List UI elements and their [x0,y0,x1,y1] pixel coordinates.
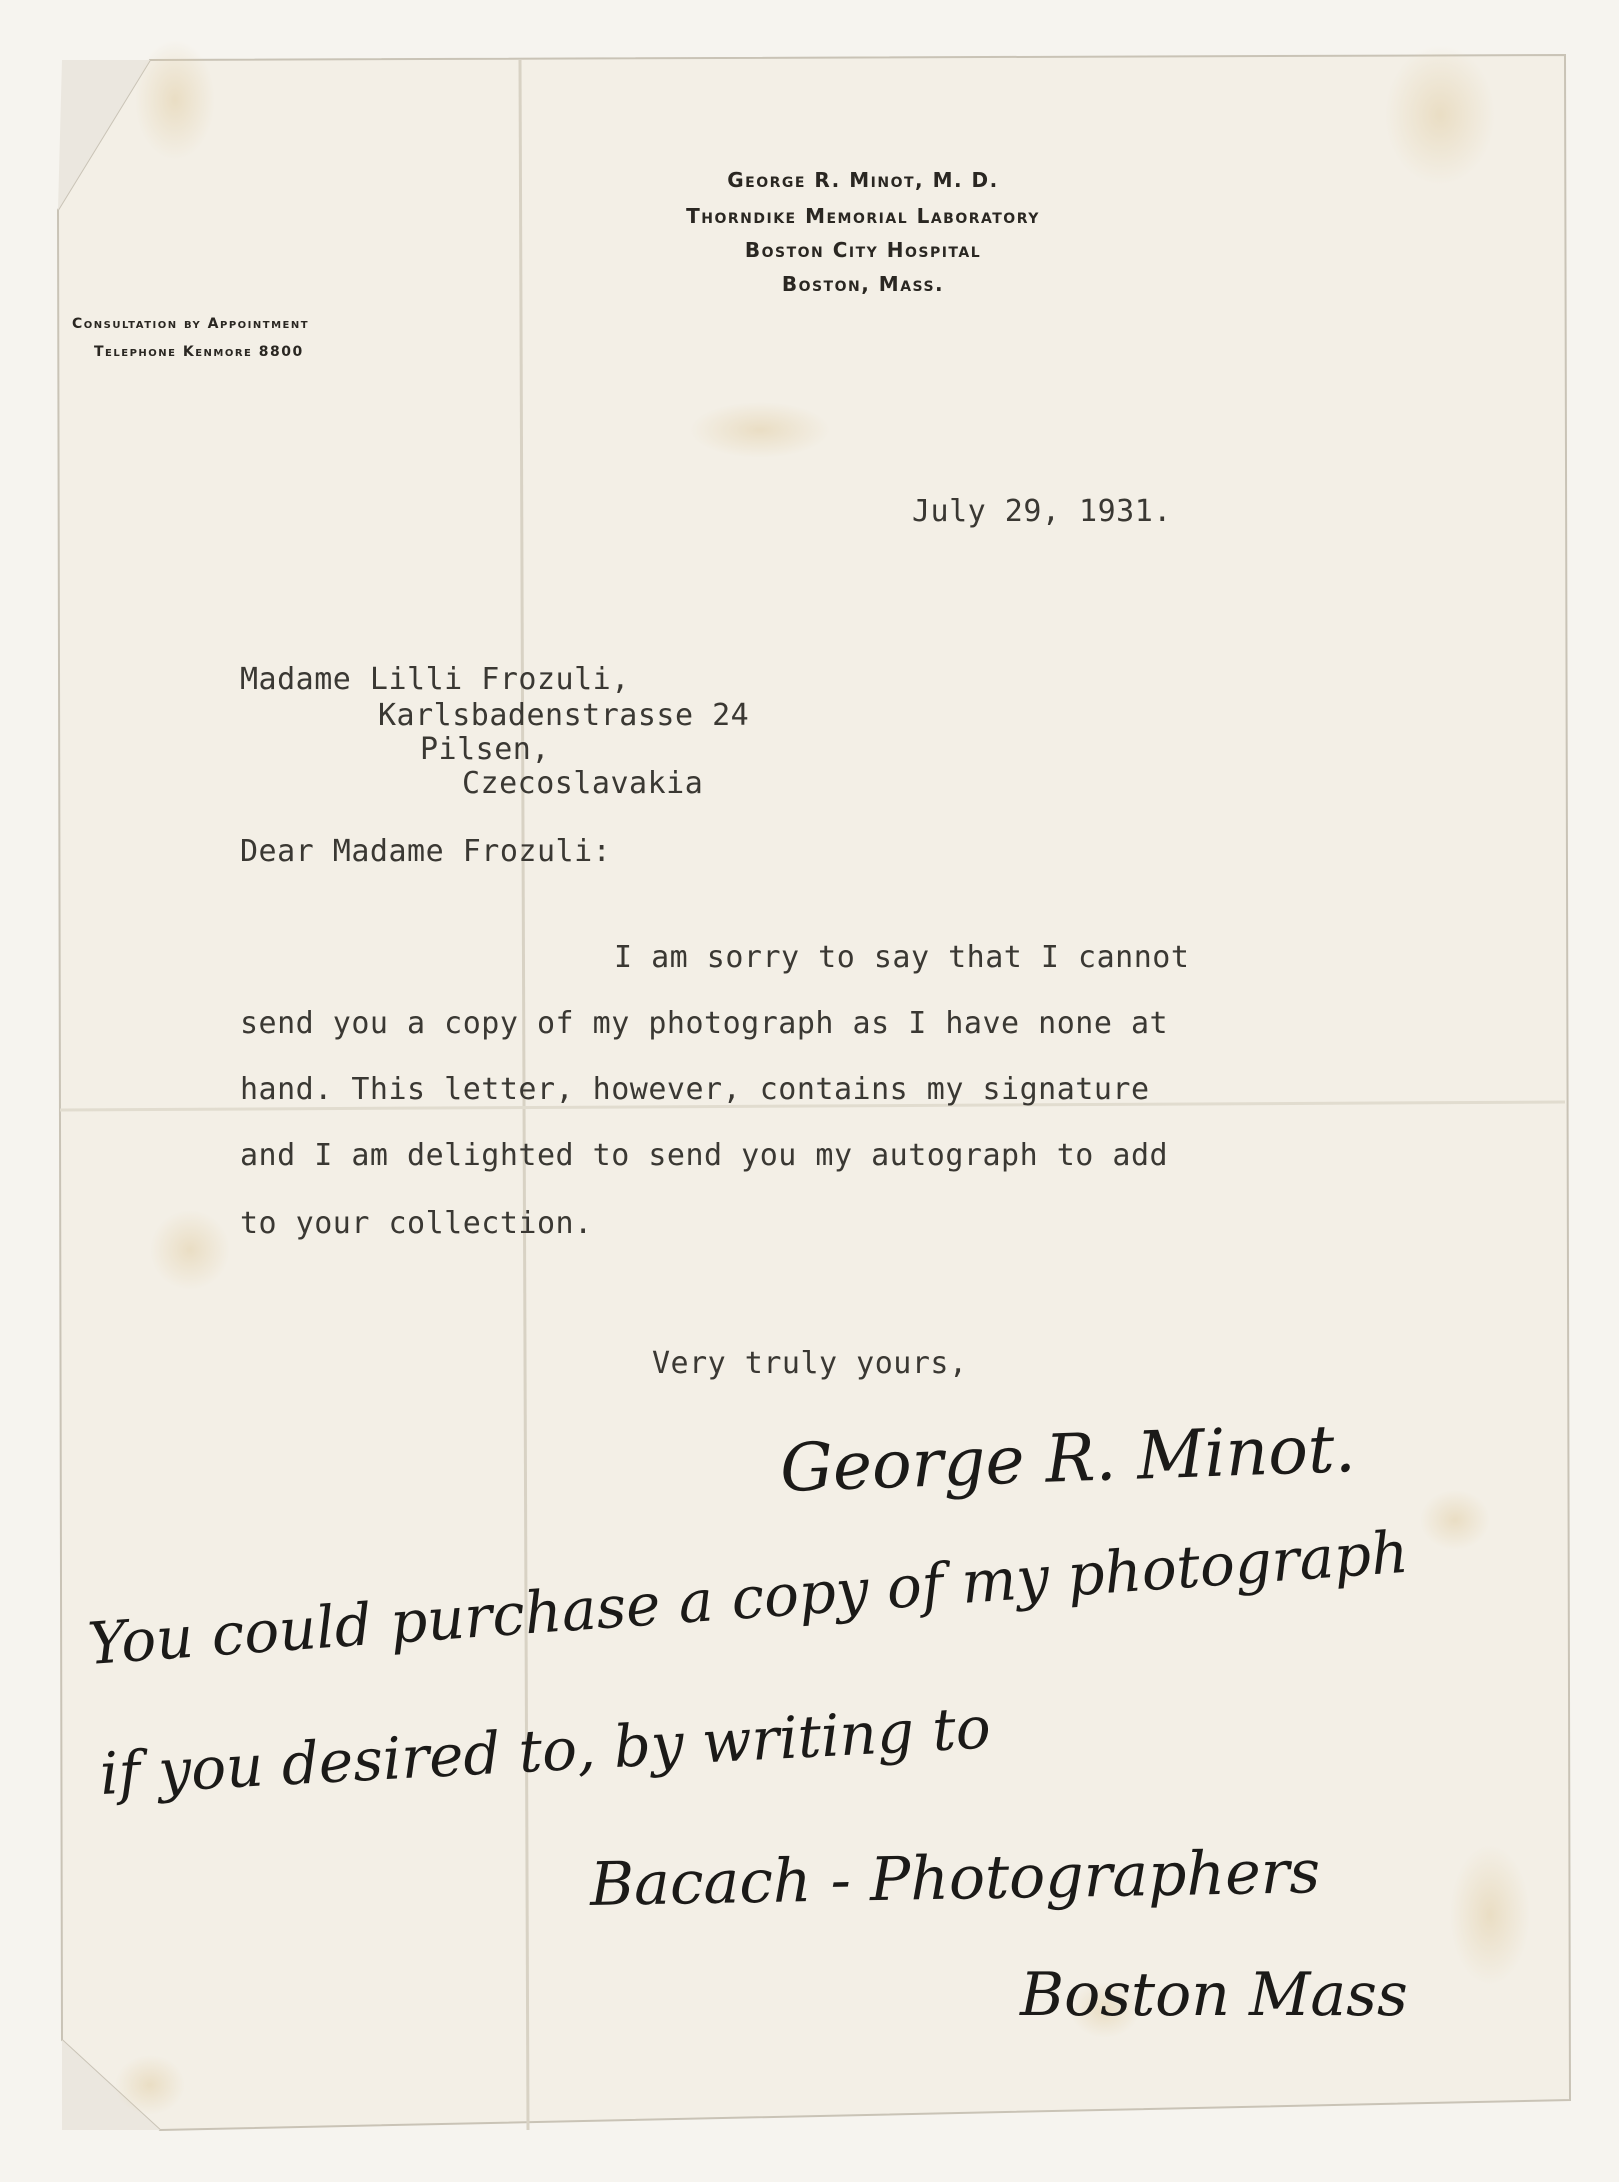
letterhead-consultation: Consultation by Appointment [72,316,310,332]
body-line-2: send you a copy of my photograph as I have none at [240,1006,1169,1041]
body-line-1: I am sorry to say that I cannot [614,940,1190,975]
stain [1420,1490,1490,1550]
letterhead-city: Boston, Mass. [781,272,945,296]
body-line-5: to your collection. [240,1206,593,1241]
postscript-line-3: Bacach - Photographers [589,1837,1321,1920]
body-line-3: hand. This letter, however, contains my signature [240,1072,1150,1107]
signature: George R. Minot. [778,1409,1357,1508]
stain [115,2055,185,2115]
stain [135,40,215,160]
stain [690,402,830,458]
recipient-street: Karlsbadenstrasse 24 [378,698,750,733]
recipient-name: Madame Lilli Frozuli, [240,662,630,697]
salutation: Dear Madame Frozuli: [240,834,612,869]
letterhead-hospital: Boston City Hospital [744,238,982,262]
body-line-4: and I am delighted to send you my autograph to add [240,1138,1169,1173]
letterhead-lab: Thorndike Memorial Laboratory [686,204,1040,228]
postscript-line-1: You could purchase a copy of my photograph [85,1517,1411,1678]
letter-date: July 29, 1931. [912,494,1172,529]
stain [1385,45,1495,185]
postscript-line-4: Boston Mass [1020,1960,1408,2030]
stain [1450,1845,1530,1985]
recipient-city: Pilsen, [420,732,550,767]
letterhead-telephone: Telephone Kenmore 8800 [94,344,304,360]
recipient-country: Czecoslavakia [462,766,704,801]
letterhead-name: George R. Minot, M. D. [727,168,999,192]
postscript-line-2: if you desired to, by writing to [98,1693,993,1808]
closing: Very truly yours, [652,1346,968,1381]
stain [150,1210,230,1290]
